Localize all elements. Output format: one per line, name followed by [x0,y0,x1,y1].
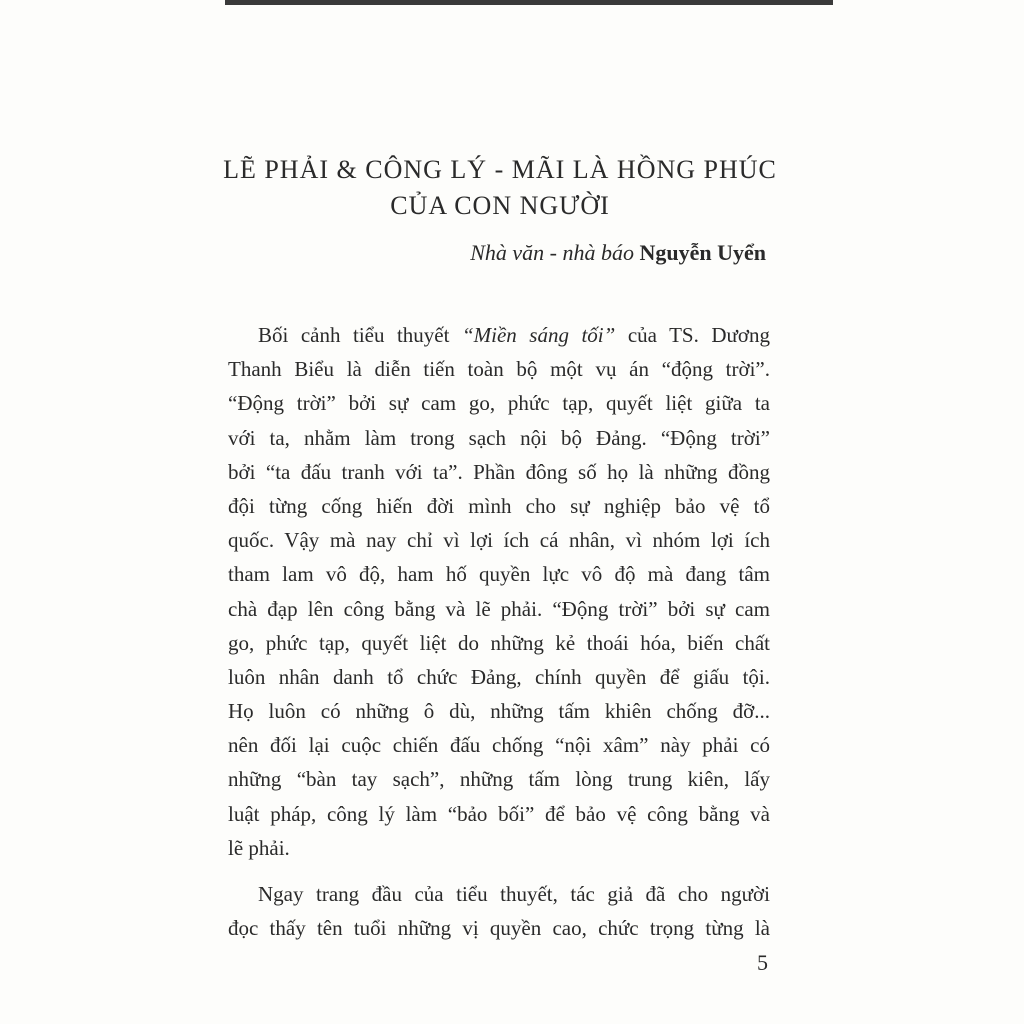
paragraph-1-line: luôn nhân danh tổ chức Đảng, chính quyền để giấu tội. [228,664,770,689]
author-role: Nhà văn - nhà báo [470,240,640,265]
chapter-title-line-2: CỦA CON NGƯỜI [390,191,610,220]
paragraph-1-line: Thanh Biểu là diễn tiến toàn bộ một vụ án “động trời”. [228,357,770,382]
paragraph-1-line: nên đối lại cuộc chiến đấu chống “nội xâm” này phải có [228,733,770,758]
paragraph-1-line: với ta, nhằm làm trong sạch nội bộ Đảng. “Động trời” [228,425,770,450]
paragraph-1-line: go, phức tạp, quyết liệt do những kẻ thoái hóa, biến chất [228,630,770,655]
paragraph-1-line: luật pháp, công lý làm “bảo bối” để bảo vệ công bằng và [228,801,770,826]
text-run: Bối cảnh tiểu thuyết [258,323,462,347]
paragraph-2-line-2: đọc thấy tên tuổi những vị quyền cao, chức trọng từng là [228,916,770,941]
paragraph-1-last-line: lẽ phải. [228,835,290,860]
paragraph-1-line: tham lam vô độ, ham hố quyền lực vô độ mà đang tâm [228,562,770,587]
author-byline [470,240,766,266]
paragraph-1-line: đội từng cống hiến đời mình cho sự nghiệp bảo vệ tổ [228,493,770,518]
paragraph-2-line-1: Ngay trang đầu của tiểu thuyết, tác giả đã cho người [258,882,770,906]
paragraph-1-line: quốc. Vậy mà nay chỉ vì lợi ích cá nhân, vì nhóm lợi ích [228,528,770,553]
paragraph-1-line: Họ luôn có những ô dù, những tấm khiên chống đỡ... [228,699,770,724]
paragraph-1-line: “Động trời” bởi sự cam go, phức tạp, quyết liệt giữa ta [228,391,770,416]
novel-title: “Miền sáng tối” [461,323,616,347]
chapter-title [200,152,800,224]
text-run: của TS. Dương [615,323,770,347]
body-text [228,318,770,945]
chapter-title-line-1: LẼ PHẢI & CÔNG LÝ - MÃI LÀ HỒNG PHÚC [223,155,777,184]
paragraph-1-line: những “bàn tay sạch”, những tấm lòng trung kiên, lấy [228,767,770,792]
paragraph-1-line-1 [228,318,770,352]
page-top-edge [225,0,833,5]
page-number: 5 [757,950,768,975]
paragraph-1-line: chà đạp lên công bằng và lẽ phải. “Động trời” bởi sự cam [228,596,770,621]
paragraph-gap [228,865,770,877]
author-name: Nguyễn Uyển [639,240,766,265]
paragraph-1-line: bởi “ta đấu tranh với ta”. Phần đông số họ là những đồng [228,459,770,484]
